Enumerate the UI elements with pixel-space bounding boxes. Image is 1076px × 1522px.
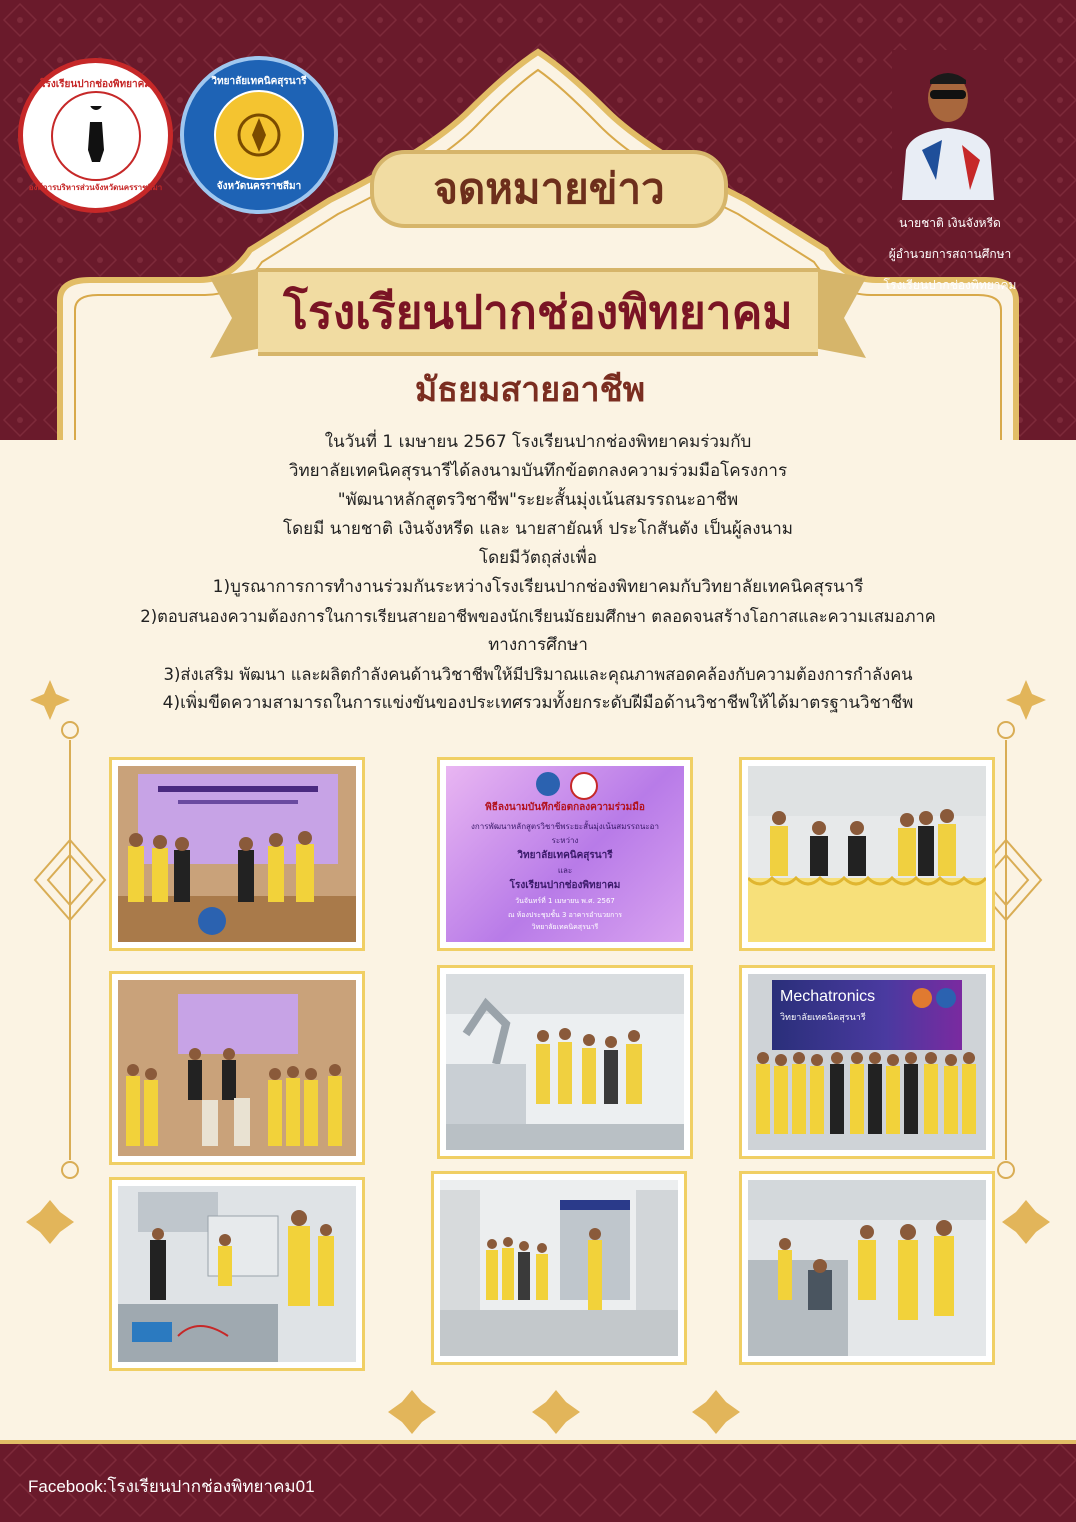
program-title: มัธยมสายอาชีพ	[414, 370, 646, 410]
director-name: นายชาติ เงินจังหรีด	[899, 216, 1001, 230]
sign-logo-icon	[936, 988, 956, 1008]
college-logo	[180, 56, 338, 214]
photo-workshop-corridor	[434, 1174, 684, 1362]
sign-logo-icon	[912, 988, 932, 1008]
photo-image	[748, 766, 986, 942]
objective-4: 4)เพิ่มขีดความสามารถในการแข่งขันของประเทศรวมทั้งยกระดับฝีมือด้านวิชาชีพให้ได้มาตรฐานวิชาชีพ	[162, 693, 914, 713]
body-line: โดยมี นายชาติ เงินจังหรีด และ นายสายัณห์ ประโกสันตัง เป็นผู้ลงนาม	[283, 519, 793, 539]
sign-subtitle: วิทยาลัยเทคนิคสุรนารี	[780, 1013, 866, 1023]
photo-electronics-lab	[112, 1180, 362, 1368]
photo-ceremony-banner	[440, 760, 690, 948]
college-seal-icon	[536, 772, 560, 796]
photo-image	[446, 766, 684, 942]
banner-between: ระหว่าง	[551, 836, 579, 845]
school-logo-emblem	[51, 91, 141, 181]
banner-and: และ	[557, 866, 573, 875]
mechatronics-sign	[772, 980, 962, 1050]
photo-signing-ceremony	[112, 760, 362, 948]
banner-college: วิทยาลัยเทคนิคสุรนารี	[517, 850, 613, 861]
body-line: ในวันที่ 1 เมษายน 2567 โรงเรียนปากช่องพิทยาคมร่วมกับ	[324, 432, 752, 452]
sign-title: Mechatronics	[780, 988, 876, 1005]
photo-signing-table	[742, 760, 992, 948]
banner-date: วันจันทร์ที่ 1 เมษายน พ.ศ. 2567	[515, 897, 615, 905]
photo-image	[118, 980, 356, 1156]
body-line: "พัฒนาหลักสูตรวิชาชีพ"ระยะสั้นมุ่งเน้นสมรรถนะอาชีพ	[337, 490, 739, 510]
school-logo	[18, 58, 173, 213]
banner-project: งการพัฒนาหลักสูตรวิชาชีพระยะสั้นมุ่งเน้นสมรรถนะอา	[471, 822, 659, 831]
school-logo-text: โรงเรียนปากช่องพิทยาคม	[40, 79, 151, 90]
group-people	[748, 1044, 986, 1150]
banner-school: โรงเรียนปากช่องพิทยาคม	[509, 880, 621, 891]
director-school: โรงเรียนปากช่องพิทยาคม	[883, 278, 1017, 292]
objective-2: 2)ตอบสนองความต้องการในการเรียนสายอาชีพของนักเรียนมัธยมศึกษา ตลอดจนสร้างโอกาสและความเสมอภาค	[140, 607, 936, 626]
school-seal-icon	[570, 772, 598, 800]
director-caption	[852, 208, 1048, 301]
photo-image	[748, 1180, 986, 1356]
body-line: โดยมีวัตถุส่งเพื่อ	[478, 548, 598, 568]
photo-image	[446, 974, 684, 1150]
photo-mechatronics-group	[742, 968, 992, 1156]
facebook-link[interactable]: Facebook:โรงเรียนปากช่องพิทยาคม01	[28, 1477, 315, 1496]
objective-1: 1)บูรณาการการทำงานร่วมกันระหว่างโรงเรียนปากช่องพิทยาคมกับวิทยาลัยเทคนิคสุรนารี	[212, 577, 864, 597]
college-logo-bottom: จังหวัดนครราชสีมา	[216, 181, 302, 192]
college-logo-text: วิทยาลัยเทคนิคสุรนารี	[211, 76, 307, 87]
photo-image	[118, 766, 356, 942]
photo-image	[118, 1186, 356, 1362]
banner-header: พิธีลงนามบันทึกข้อตกลงความร่วมมือ	[485, 802, 645, 813]
banner-venue2: วิทยาลัยเทคนิคสุรนารี	[531, 923, 599, 931]
photo-robotics-lab	[440, 968, 690, 1156]
college-logo-emblem	[214, 90, 304, 180]
school-title-banner: โรงเรียนปากช่องพิทยาคม	[258, 268, 818, 356]
photo-lab-visit	[742, 1174, 992, 1362]
photo-image	[748, 974, 986, 1150]
school-logo-bottom: องค์การบริหารส่วนจังหวัดนครราชสีมา	[28, 183, 163, 192]
newsletter-title: จดหมายข่าว	[370, 150, 728, 228]
objective-3: 3)ส่งเสริม พัฒนา และผลิตกำลังคนด้านวิชาชีพให้มีปริมาณและคุณภาพสอดคล้องกับความต้องการกำลังคน	[163, 665, 913, 684]
photo-image	[440, 1180, 678, 1356]
objective-2-cont: ทางการศึกษา	[488, 635, 588, 655]
director-photo	[892, 50, 1004, 200]
body-line: วิทยาลัยเทคนิคสุรนารีได้ลงนามบันทึกข้อตกลงความร่วมมือโครงการ	[288, 461, 788, 481]
director-position: ผู้อำนวยการสถานศึกษา	[888, 247, 1012, 261]
banner-venue: ณ ห้องประชุมชั้น 3 อาคารอำนวยการ	[507, 911, 623, 919]
photo-group-ceremony	[112, 974, 362, 1162]
